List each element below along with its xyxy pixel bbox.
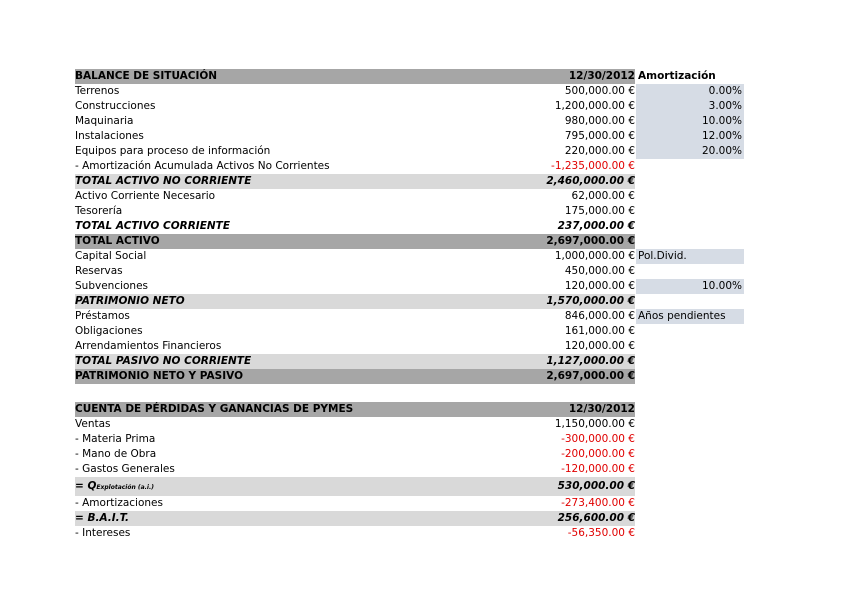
table-row [75,144,635,159]
row-value: 1,127,000.00 € [546,355,635,367]
amortization-rate-cell: 20.00% [636,144,744,159]
row-value: 1,150,000.00 € [554,418,635,430]
table-row [75,496,635,511]
row-label: - Intereses [75,527,131,539]
row-label: TOTAL ACTIVO CORRIENTE [75,220,231,232]
row-label: Activo Corriente Necesario [75,190,216,202]
row-label: PATRIMONIO NETO Y PASIVO [75,370,244,382]
row-value: -120,000.00 € [561,463,635,475]
row-value: 795,000.00 € [564,130,635,142]
table-row [75,447,635,462]
row-value: 2,697,000.00 € [546,235,635,247]
subtotal-row [75,477,635,496]
row-value: 175,000.00 € [564,205,635,217]
row-label: - Amortización Acumulada Activos No Corrientes [75,160,330,172]
row-label: - Gastos Generales [75,463,175,475]
row-label: PATRIMONIO NETO [75,295,185,307]
table-row [75,309,635,324]
row-value: 846,000.00 € [564,310,635,322]
amortization-rate-cell: 10.00% [636,114,744,129]
row-label: - Mano de Obra [75,448,157,460]
row-value: 2,697,000.00 € [546,370,635,382]
row-label: Préstamos [75,310,130,322]
pol-divid-label: Pol.Divid. [636,249,744,264]
subtotal-row [75,174,635,189]
pyg-date: 12/30/2012 [568,403,635,415]
pol-divid-value: 10.00% [636,279,744,294]
table-row [75,417,635,432]
table-row [75,84,635,99]
row-value: 62,000.00 € [571,190,635,202]
table-row [75,129,635,144]
row-label: - Materia Prima [75,433,156,445]
row-value: -273,400.00 € [561,497,635,509]
row-label-main: = Q [75,480,97,492]
table-row [75,204,635,219]
row-value: 256,600.00 € [557,512,635,524]
total-row [75,234,635,249]
amortizacion-header: Amortización [638,70,716,82]
row-label: Tesorería [75,205,123,217]
pyg-header-row [75,402,635,417]
amortization-rate-cell: 12.00% [636,129,744,144]
row-label: - Amortizaciones [75,497,163,509]
balance-sheet [75,69,635,541]
balance-header-row [75,69,635,84]
row-label: Subvenciones [75,280,149,292]
row-value: 530,000.00 € [557,480,635,492]
table-row [75,189,635,204]
row-value: -300,000.00 € [561,433,635,445]
table-row [75,114,635,129]
subtotal-row [75,294,635,309]
row-value: 1,000,000.00 € [554,250,635,262]
row-value: 161,000.00 € [564,325,635,337]
row-label: Arrendamientos Financieros [75,340,222,352]
row-value: -56,350.00 € [567,527,635,539]
total-row [75,369,635,384]
row-value: 120,000.00 € [564,340,635,352]
row-value: -1,235,000.00 € [551,160,635,172]
table-row [75,99,635,114]
row-label: TOTAL ACTIVO NO CORRIENTE [75,175,252,187]
amortization-rate-cell: 0.00% [636,84,744,99]
row-label: Capital Social [75,250,147,262]
subtotal-row [75,219,635,234]
row-value: -200,000.00 € [561,448,635,460]
table-row [75,279,635,294]
row-label: Construcciones [75,100,156,112]
row-value: 500,000.00 € [564,85,635,97]
table-row [75,462,635,477]
row-value: 450,000.00 € [564,265,635,277]
table-row [75,324,635,339]
row-label: TOTAL PASIVO NO CORRIENTE [75,355,252,367]
row-label: Equipos para proceso de información [75,145,271,157]
row-label: TOTAL ACTIVO [75,235,160,247]
amortization-rate-cell: 3.00% [636,99,744,114]
balance-date: 12/30/2012 [568,70,635,82]
table-row [75,159,635,174]
anos-pendientes-label: Años pendientes [636,309,744,324]
subtotal-row [75,354,635,369]
table-row [75,526,635,541]
balance-title: BALANCE DE SITUACIÓN [75,70,218,82]
row-value: 237,000.00 € [557,220,635,232]
row-label: Maquinaria [75,115,134,127]
pyg-title: CUENTA DE PÉRDIDAS Y GANANCIAS DE PYMES [75,403,354,415]
row-value: 120,000.00 € [564,280,635,292]
table-row [75,339,635,354]
row-value: 220,000.00 € [564,145,635,157]
table-row [75,432,635,447]
row-label: Ventas [75,418,111,430]
row-value: 1,570,000.00 € [546,295,635,307]
row-label: Reservas [75,265,123,277]
row-value: 2,460,000.00 € [546,175,635,187]
row-label: Obligaciones [75,325,143,337]
subtotal-row [75,511,635,526]
row-label: Instalaciones [75,130,144,142]
row-label: = B.A.I.T. [75,512,130,524]
row-label [75,477,154,496]
row-label: Terrenos [75,85,120,97]
row-value: 980,000.00 € [564,115,635,127]
table-row [75,264,635,279]
row-value: 1,200,000.00 € [554,100,635,112]
row-label-subscript: Explotación (a.i.) [96,484,154,491]
table-row [75,249,635,264]
